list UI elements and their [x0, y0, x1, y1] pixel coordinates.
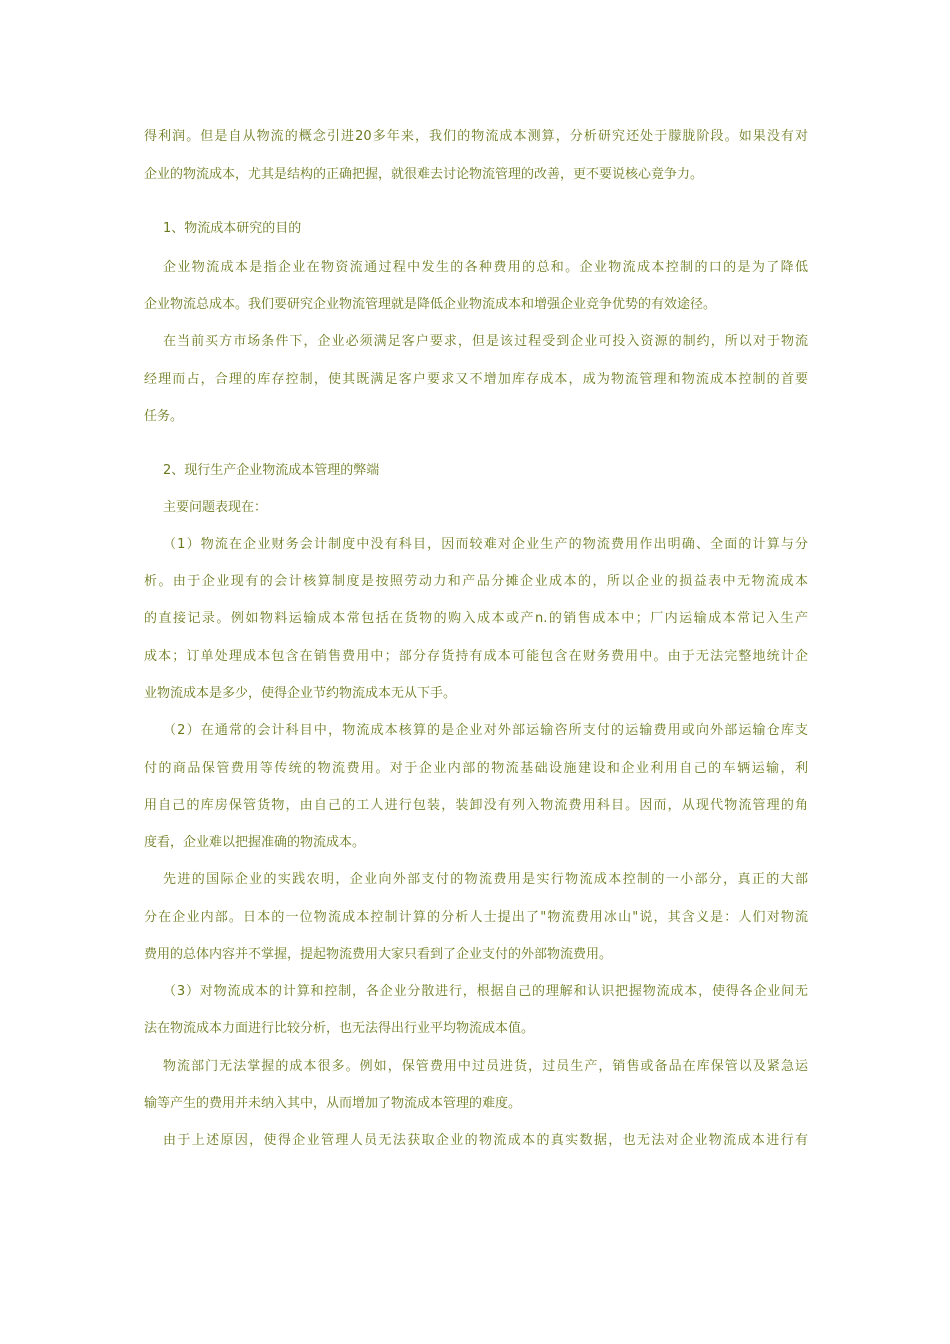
paragraph-line: 得利润。但是自从物流的概念引进20多年来，我们的物流成本测算，分析研究还处于朦胧阶段。如果没有对 — [144, 129, 808, 144]
section-heading-1: 1、物流成本研究的目的 — [163, 221, 302, 236]
paragraph-line: 主要问题表现在： — [163, 500, 268, 515]
paragraph-line: （3）对物流成本的计算和控制，各企业分散进行，根据自己的理解和认识把握物流成本，使得各企业间无 — [163, 984, 808, 999]
paragraph-line: 经理而占，合理的库存控制，使其既满足客户要求又不增加库存成本，成为物流管理和物流成本控制的首要 — [144, 372, 808, 387]
paragraph-line: 析。由于企业现有的会计核算制度是按照劳动力和产品分摊企业成本的，所以企业的损益表中无物流成本 — [144, 574, 808, 589]
paragraph-line: 的直接记录。例如物料运输成本常包括在货物的购入成本或产n.的销售成本中；厂内运输成本常记入生产 — [144, 611, 808, 626]
paragraph-line: 企业物流成本是指企业在物资流通过程中发生的各种费用的总和。企业物流成本控制的口的是为了降低 — [163, 260, 808, 275]
paragraph-line: 业物流成本是多少，使得企业节约物流成本无从下手。 — [144, 686, 457, 701]
paragraph-line: 物流部门无法掌握的成本很多。例如，保管费用中过员进货，过员生产，销售或备品在库保管以及紧急运 — [163, 1059, 808, 1074]
paragraph-line: 用自己的库房保管货物，由自己的工人进行包装，装卸没有列入物流费用科目。因而，从现代物流管理的角 — [144, 798, 808, 813]
paragraph-line: 由于上述原因，使得企业管理人员无法获取企业的物流成本的真实数据，也无法对企业物流成本进行有 — [163, 1133, 808, 1148]
paragraph-line: 费用的总体内容并不掌握，提起物流费用大家只看到了企业支付的外部物流费用。 — [144, 947, 613, 962]
paragraph-line: 任务。 — [144, 409, 184, 424]
paragraph-line: 企业的物流成本，尤其是结构的正确把握，就很难去讨论物流管理的改善，更不要说核心竟争力。 — [144, 167, 704, 182]
paragraph-line: 企业物流总成本。我们要研究企业物流管理就是降低企业物流成本和增强企业竞争优势的有效途径。 — [144, 297, 717, 312]
paragraph-line: （2）在通常的会计科目中，物流成本核算的是企业对外部运输咨所支付的运输费用或向外部运输仓库支 — [163, 723, 808, 738]
paragraph-line: 输等产生的费用并未纳入其中，从而增加了物流成本管理的难度。 — [144, 1096, 522, 1111]
paragraph-line: （1）物流在企业财务会计制度中没有科目，因而较难对企业生产的物流费用作出明确、全面的计算与分 — [163, 537, 808, 552]
paragraph-line: 先进的国际企业的实践农明，企业向外部支付的物流费用是实行物流成本控制的一小部分，真正的大部 — [163, 872, 808, 887]
paragraph-line: 法在物流成本力面进行比较分析，也无法得出行业平均物流成本值。 — [144, 1021, 535, 1036]
paragraph-line: 度看，企业难以把握准确的物流成本。 — [144, 835, 366, 850]
paragraph-line: 分在企业内部。日本的一位物流成本控制计算的分析人士提出了"物流费用冰山"说，其含义是：人们对物流 — [144, 910, 808, 925]
paragraph-line: 在当前买方市场条件下，企业必须满足客户要求，但是该过程受到企业可投入资源的制约，所以对于物流 — [163, 334, 808, 349]
section-heading-2: 2、现行生产企业物流成本管理的弊端 — [163, 463, 380, 478]
paragraph-line: 成本；订单处理成本包含在销售费用中；部分存货持有成本可能包含在财务费用中。由于无法完整地统计企 — [144, 649, 808, 664]
paragraph-line: 付的商品保管费用等传统的物流费用。对于企业内部的物流基础设施建设和企业利用自己的车辆运输，利 — [144, 761, 808, 776]
